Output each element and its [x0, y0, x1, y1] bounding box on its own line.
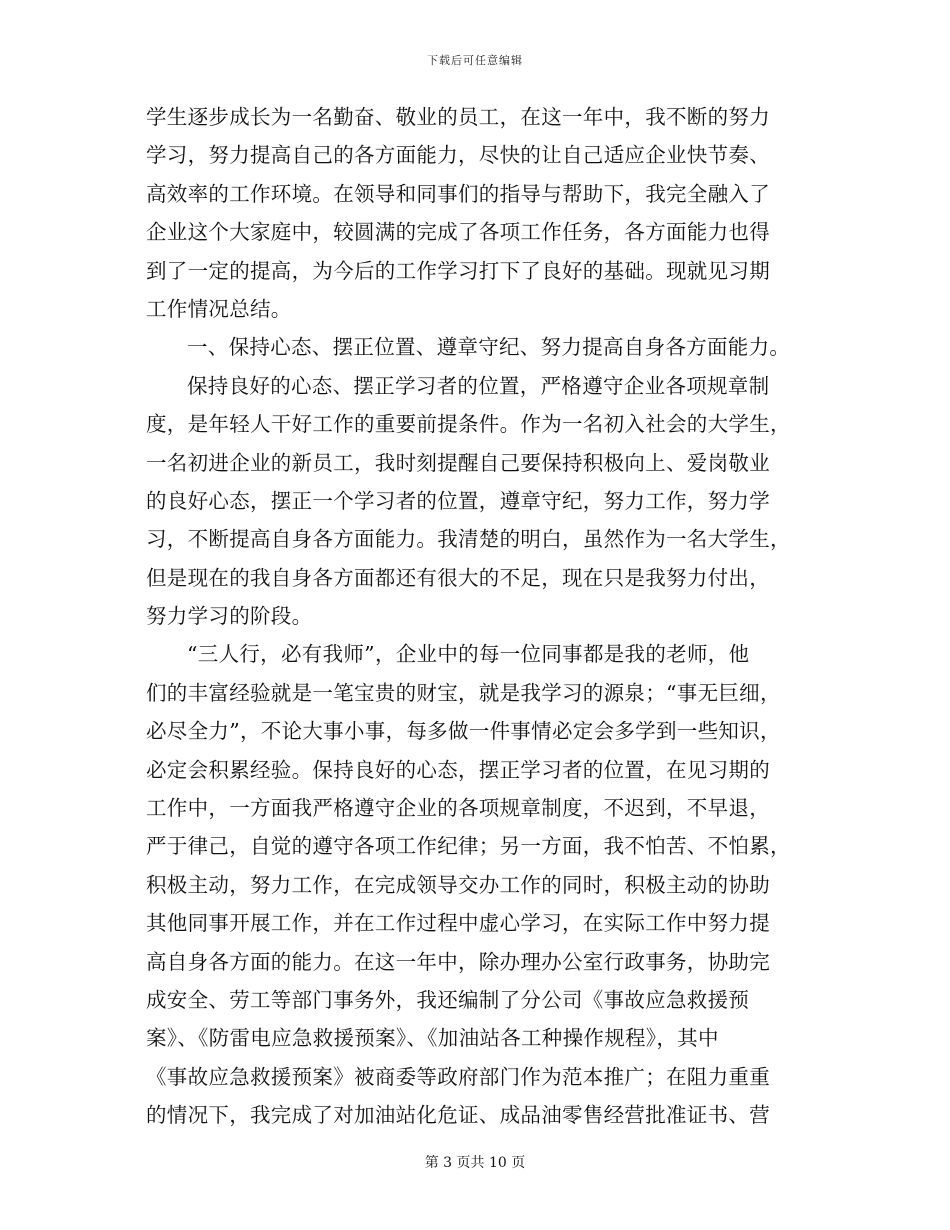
text-line: 的良好心态，摆正一个学习者的位置，遵章守纪，努力工作，努力学: [146, 488, 770, 513]
text-line: 《事故应急救援预案》被商委等政府部门作为范本推广；在阻力重重: [146, 1064, 770, 1089]
text-line: 必尽全力”，不论大事小事，每多做一件事情必定会多学到一些知识，: [146, 719, 781, 744]
text-line: 其他同事开展工作，并在工作过程中虚心学习，在实际工作中努力提: [146, 911, 770, 936]
text-line: 工作中，一方面我严格遵守企业的各项规章制度，不迟到，不早退，: [146, 796, 770, 821]
text-line: “三人行，必有我师”，企业中的每一位同事都是我的老师，他: [187, 642, 750, 667]
text-line: 严于律己，自觉的遵守各项工作纪律；另一方面，我不怕苦、不怕累，: [146, 834, 791, 859]
text-line: 努力学习的阶段。: [146, 604, 313, 629]
text-line: 高自身各方面的能力。在这一年中，除办理办公室行政事务，协助完: [146, 949, 770, 974]
page-footer: 第 3 页共 10 页: [424, 1155, 526, 1171]
text-line: 们的丰富经验就是一笔宝贵的财宝，就是我学习的源泉；“事无巨细，: [146, 680, 781, 705]
document-body: [146, 98, 806, 1135]
text-line: 到了一定的提高，为今后的工作学习打下了良好的基础。现就见习期: [146, 258, 770, 283]
text-line: 但是现在的我自身各方面都还有很大的不足，现在只是我努力付出，: [146, 565, 770, 590]
text-line: 案》、《防雷电应急救援预案》、《加油站各工种操作规程》，其中: [146, 1026, 719, 1051]
text-line: 工作情况总结。: [146, 296, 292, 321]
text-line: 保持良好的心态、摆正学习者的位置，严格遵守企业各项规章制: [187, 373, 770, 398]
text-line: 必定会积累经验。保持良好的心态，摆正学习者的位置，在见习期的: [146, 757, 770, 782]
text-line: 学生逐步成长为一名勤奋、敬业的员工，在这一年中，我不断的努力: [146, 105, 770, 129]
text-line: 积极主动，努力工作，在完成领导交办工作的同时，积极主动的协助: [146, 872, 770, 897]
text-line: 的情况下，我完成了对加油站化危证、成品油零售经营批准证书、营: [146, 1103, 770, 1128]
text-line: 学习，努力提高自己的各方面能力，尽快的让自己适应企业快节奏、: [146, 143, 770, 168]
section-heading: 一、保持心态、摆正位置、遵章守纪、努力提高自身各方面能力。: [187, 335, 791, 360]
text-line: 高效率的工作环境。在领导和同事们的指导与帮助下，我完全融入了: [146, 181, 770, 206]
text-line: 企业这个大家庭中，较圆满的完成了各项工作任务，各方面能力也得: [146, 220, 770, 245]
page-header: 下载后可任意编辑: [427, 54, 523, 67]
text-line: 成安全、劳工等部门事务外，我还编制了分公司《事故应急救援预: [146, 987, 750, 1012]
text-line: 习，不断提高自身各方面能力。我清楚的明白，虽然作为一名大学生，: [146, 527, 791, 552]
text-line: 一名初进企业的新员工，我时刻提醒自己要保持积极向上、爱岗敬业: [146, 450, 770, 475]
text-line: 度，是年轻人干好工作的重要前提条件。作为一名初入社会的大学生，: [146, 412, 791, 437]
